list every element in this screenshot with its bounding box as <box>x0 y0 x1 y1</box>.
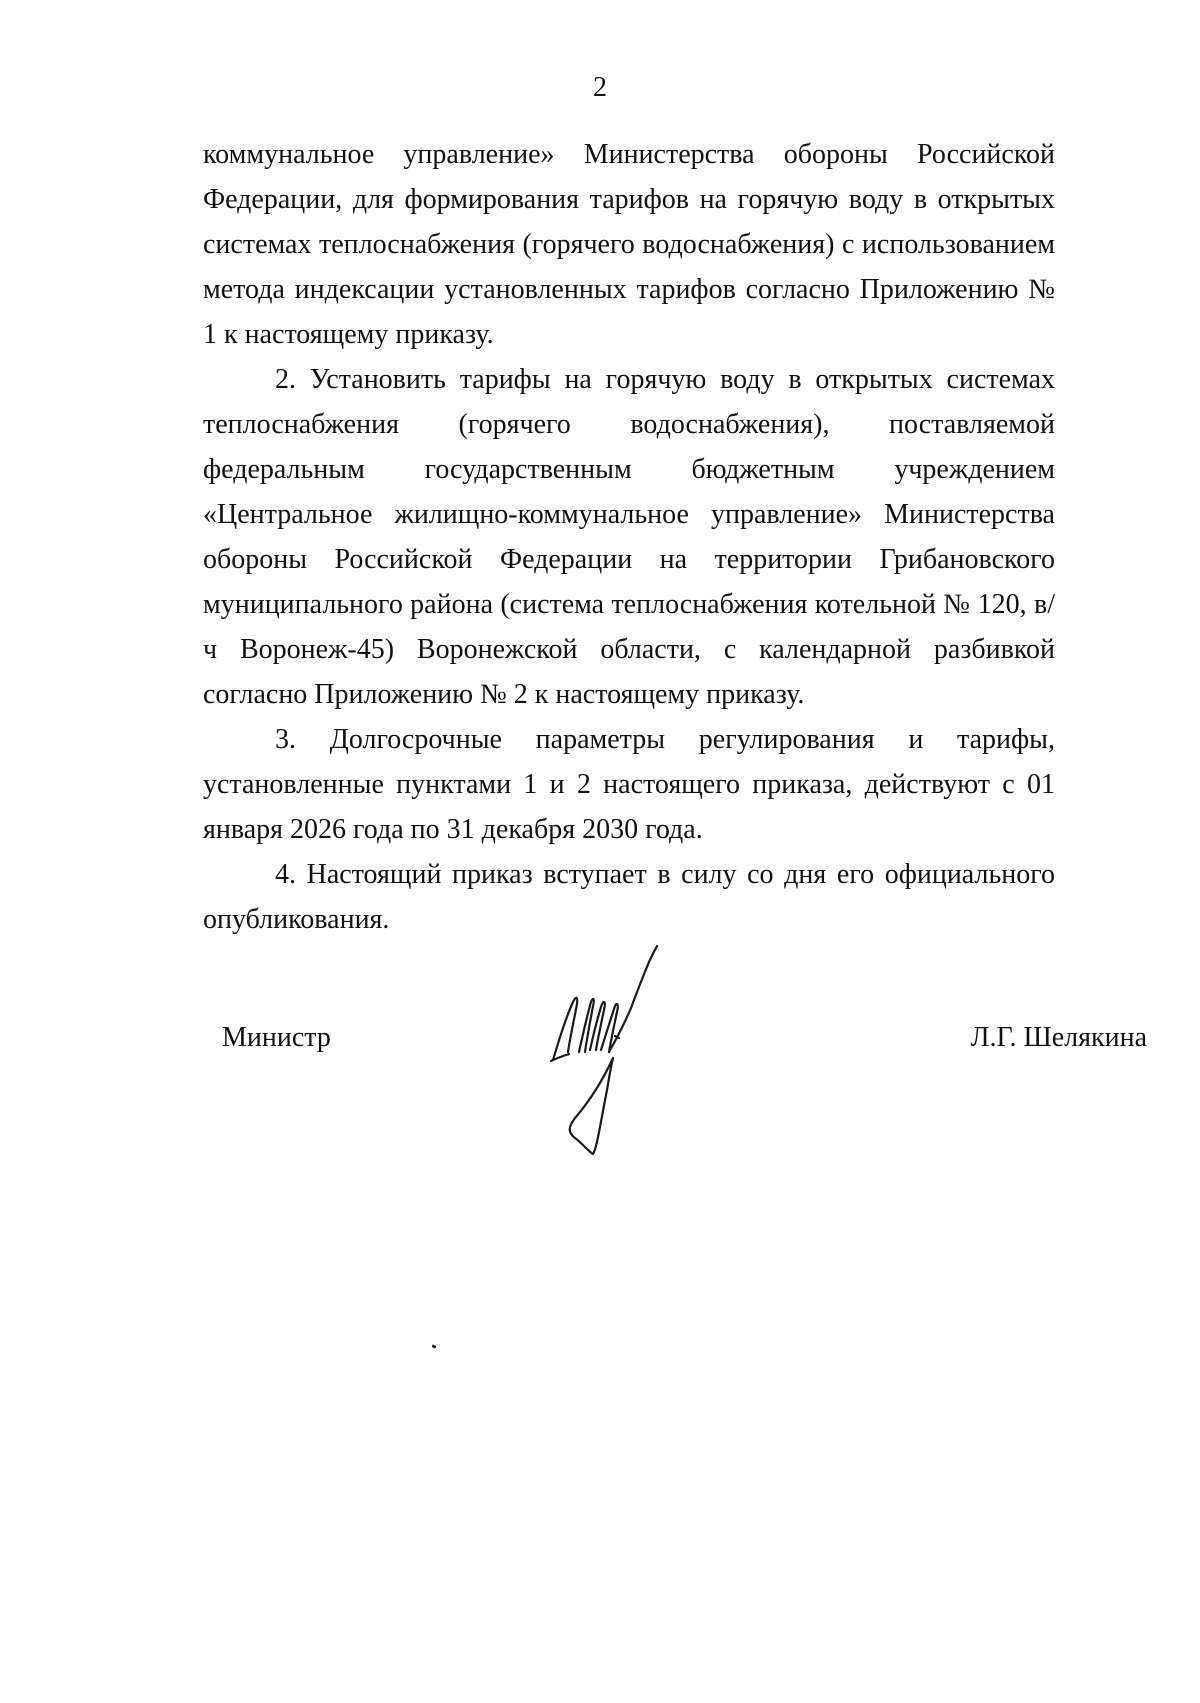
signature-role: Министр <box>222 1022 331 1053</box>
signature-name: Л.Г. Шелякина <box>970 1022 1147 1053</box>
paragraph-item-3: 3. Долгосрочные параметры регулирования и тарифы, установленные пунктами 1 и 2 настоящего приказа, действуют с 01 января 2026 года по 31 декабря 2030 года. <box>203 724 1055 845</box>
paragraph-item-4: 4. Настоящий приказ вступает в силу со дня его официального опубликования. <box>203 859 1055 935</box>
document-body <box>203 132 1055 942</box>
paragraph-item-2: 2. Установить тарифы на горячую воду в открытых системах теплоснабжения (горячего водоснабжения), поставляемой федеральным государственным бюджетным учреждением «Центральное жилищно-коммунальное управление» Министерства обороны Российской Федерации на территории Грибановского муниципального района (система теплоснабжения котельной № 120, в/ч Воронеж-45) Воронежской области, с календарной разбивкой согласно Приложению № 2 к настоящему приказу. <box>203 364 1055 710</box>
paragraph-1-continuation: коммунальное управление» Министерства обороны Российской Федерации, для формирования тарифов на горячую воду в открытых системах теплоснабжения (горячего водоснабжения) с использованием метода индексации установленных тарифов согласно Приложению № 1 к настоящему приказу. <box>203 139 1055 350</box>
scan-speck <box>432 1344 437 1349</box>
page-number: 2 <box>593 72 607 103</box>
handwritten-signature <box>545 940 685 1155</box>
